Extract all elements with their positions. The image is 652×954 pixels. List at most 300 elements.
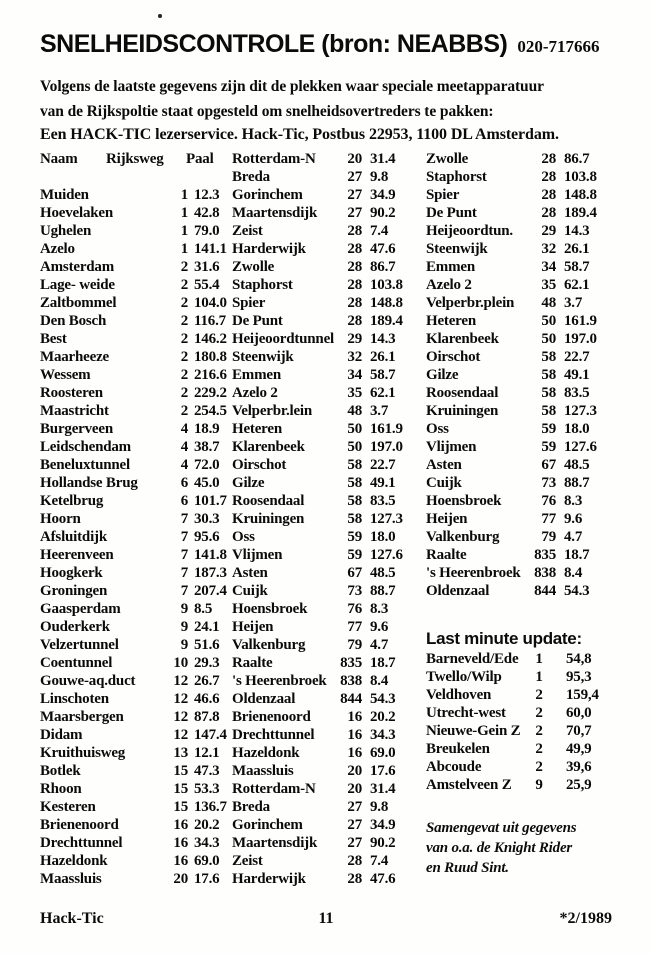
intro-line-1: Volgens de laatste gegevens zijn dit de plekken waar speciale meetapparatuur (40, 78, 544, 95)
cell-naam: Maarsbergen (40, 709, 124, 725)
table-row (426, 186, 622, 204)
table-row (426, 722, 622, 740)
cell-naam: Brienenoord (232, 709, 311, 725)
table-row (40, 510, 236, 528)
cell-paal: 49,9 (566, 741, 592, 757)
table-row (426, 330, 622, 348)
cell-paal: 17.6 (370, 763, 396, 779)
cell-naam: Staphorst (426, 169, 487, 185)
table-row (426, 240, 622, 258)
table-row (40, 186, 236, 204)
cell-paal: 88.7 (564, 475, 590, 491)
page-footer (40, 910, 612, 930)
cell-naam: Velperbr.lein (232, 403, 313, 419)
cell-rijksweg: 1 (180, 223, 188, 239)
cell-naam: Cuijk (426, 475, 462, 491)
cell-paal: 42.8 (194, 205, 220, 221)
cell-naam: Gouwe-aq.duct (40, 673, 136, 689)
cell-rijksweg: 2 (180, 295, 188, 311)
cell-paal: 47.6 (370, 871, 396, 887)
cell-naam: Hazeldonk (232, 745, 300, 761)
cell-naam: Coentunnel (40, 655, 113, 671)
cell-rijksweg: 58 (541, 403, 556, 419)
cell-naam: Vlijmen (232, 547, 283, 563)
cell-rijksweg: 35 (347, 385, 362, 401)
cell-rijksweg: 73 (541, 475, 556, 491)
table-row (232, 780, 428, 798)
cell-rijksweg: 2 (535, 687, 543, 703)
table-row (40, 456, 236, 474)
cell-paal: 58.7 (370, 367, 396, 383)
cell-paal: 62.1 (564, 277, 590, 293)
cell-paal: 229.2 (194, 385, 227, 401)
cell-rijksweg: 32 (541, 241, 556, 257)
cell-rijksweg: 27 (347, 187, 362, 203)
table-row (426, 456, 622, 474)
table-row (40, 636, 236, 654)
cell-naam: Raalte (426, 547, 467, 563)
cell-paal: 141.8 (194, 547, 227, 563)
table-row (40, 438, 236, 456)
cell-naam: Oirschot (426, 349, 481, 365)
cell-rijksweg: 28 (541, 205, 556, 221)
cell-rijksweg: 2 (180, 385, 188, 401)
cell-rijksweg: 58 (347, 475, 362, 491)
cell-paal: 72.0 (194, 457, 220, 473)
cell-naam: Gilze (426, 367, 459, 383)
cell-rijksweg: 58 (347, 493, 362, 509)
cell-naam: De Punt (426, 205, 477, 221)
cell-paal: 18.0 (564, 421, 590, 437)
table-row (40, 762, 236, 780)
cell-naam: Den Bosch (40, 313, 107, 329)
cell-rijksweg: 4 (180, 421, 188, 437)
cell-rijksweg: 2 (180, 349, 188, 365)
table-row (232, 582, 428, 600)
table-row (232, 294, 428, 312)
cell-paal: 86.7 (370, 259, 396, 275)
table-row (426, 312, 622, 330)
table-row (40, 276, 236, 294)
cell-paal: 54.3 (370, 691, 396, 707)
cell-naam: Oirschot (232, 457, 287, 473)
cell-paal: 26.1 (564, 241, 590, 257)
cell-rijksweg: 4 (180, 439, 188, 455)
cell-paal: 47.6 (370, 241, 396, 257)
table-row (232, 852, 428, 870)
cell-paal: 34.9 (370, 817, 396, 833)
cell-rijksweg: 67 (541, 457, 556, 473)
table-rows-col3 (426, 150, 622, 600)
cell-paal: 127.6 (564, 439, 597, 455)
table-row (426, 564, 622, 582)
cell-paal: 8.3 (370, 601, 389, 617)
cell-paal: 38.7 (194, 439, 220, 455)
table-row (40, 348, 236, 366)
cell-rijksweg: 2 (535, 705, 543, 721)
cell-paal: 34.3 (370, 727, 396, 743)
cell-rijksweg: 16 (173, 817, 188, 833)
table-row (40, 672, 236, 690)
cell-paal: 216.6 (194, 367, 227, 383)
table-row (426, 366, 622, 384)
cell-naam: Oss (426, 421, 449, 437)
cell-naam: Rotterdam-N (232, 781, 316, 797)
cell-rijksweg: 28 (541, 169, 556, 185)
cell-rijksweg: 28 (347, 871, 362, 887)
cell-naam: Twello/Wilp (426, 669, 502, 685)
cell-rijksweg: 2 (180, 259, 188, 275)
source-note-line-3: en Ruud Sint. (426, 860, 509, 876)
cell-rijksweg: 27 (347, 799, 362, 815)
cell-naam: Klarenbeek (426, 331, 499, 347)
table-row (426, 686, 622, 704)
cell-rijksweg: 1 (535, 669, 543, 685)
cell-rijksweg: 9 (535, 777, 543, 793)
cell-naam: Zeist (232, 853, 263, 869)
table-row (232, 546, 428, 564)
table-row (232, 420, 428, 438)
cell-paal: 104.0 (194, 295, 227, 311)
cell-paal: 161.9 (564, 313, 597, 329)
cell-rijksweg: 838 (340, 673, 362, 689)
cell-naam: Gorinchem (232, 817, 303, 833)
cell-naam: Harderwijk (232, 871, 306, 887)
cell-paal: 147.4 (194, 727, 227, 743)
cell-naam: 's Heerenbroek (232, 673, 327, 689)
cell-rijksweg: 15 (173, 799, 188, 815)
cell-paal: 29.3 (194, 655, 220, 671)
cell-paal: 14.3 (564, 223, 590, 239)
cell-rijksweg: 6 (180, 493, 188, 509)
cell-paal: 24.1 (194, 619, 220, 635)
table-row (232, 636, 428, 654)
cell-paal: 7.4 (370, 223, 389, 239)
cell-naam: Drechttunnel (232, 727, 315, 743)
cell-naam: Hoensbroek (232, 601, 308, 617)
table-row (40, 492, 236, 510)
cell-naam: Klarenbeek (232, 439, 305, 455)
cell-naam: Burgerveen (40, 421, 113, 437)
cell-paal: 48.5 (370, 565, 396, 581)
table-row (426, 150, 622, 168)
table-row (40, 474, 236, 492)
phone-number: 020-717666 (517, 37, 600, 56)
table-row (426, 758, 622, 776)
table-row (232, 276, 428, 294)
table-row (232, 222, 428, 240)
cell-paal: 187.3 (194, 565, 227, 581)
table-row (40, 600, 236, 618)
cell-rijksweg: 67 (347, 565, 362, 581)
cell-paal: 95,3 (566, 669, 592, 685)
cell-paal: 161.9 (370, 421, 403, 437)
cell-naam: Steenwijk (426, 241, 488, 257)
cell-paal: 18.7 (370, 655, 396, 671)
cell-naam: Maassluis (40, 871, 102, 887)
cell-naam: Heerenveen (40, 547, 114, 563)
cell-naam: Roosendaal (426, 385, 499, 401)
cell-naam: Muiden (40, 187, 89, 203)
intro-line-2: van de Rijkspoltie staat opgesteld om snelheidsovertreders te pakken: (40, 103, 494, 120)
table-row (232, 834, 428, 852)
table-row (40, 546, 236, 564)
cell-paal: 55.4 (194, 277, 220, 293)
cell-naam: Hoevelaken (40, 205, 113, 221)
table-row (232, 150, 428, 168)
cell-naam: Spier (426, 187, 460, 203)
table-row (40, 294, 236, 312)
table-row (232, 726, 428, 744)
table-row (40, 870, 236, 888)
cell-naam: Gaasperdam (40, 601, 121, 617)
cell-naam: Linschoten (40, 691, 109, 707)
cell-rijksweg: 34 (347, 367, 362, 383)
table-row (40, 312, 236, 330)
cell-paal: 180.8 (194, 349, 227, 365)
last-minute-update-section (426, 628, 622, 794)
table-row (426, 668, 622, 686)
table-row (232, 798, 428, 816)
table-row (232, 870, 428, 888)
cell-rijksweg: 50 (541, 331, 556, 347)
table-row (232, 168, 428, 186)
cell-naam: Kruiningen (426, 403, 499, 419)
cell-naam: Steenwijk (232, 349, 294, 365)
cell-rijksweg: 2 (535, 741, 543, 757)
cell-paal: 103.8 (370, 277, 403, 293)
cell-paal: 127.3 (564, 403, 597, 419)
cell-naam: Ouderkerk (40, 619, 110, 635)
cell-naam: Heijen (426, 511, 468, 527)
cell-paal: 9.6 (564, 511, 583, 527)
cell-naam: Didam (40, 727, 83, 743)
page-title: SNELHEIDSCONTROLE (bron: NEABBS) (40, 30, 508, 58)
table-row (232, 564, 428, 582)
cell-paal: 49.1 (564, 367, 590, 383)
cell-rijksweg: 12 (173, 727, 188, 743)
cell-paal: 90.2 (370, 835, 396, 851)
cell-naam: Heteren (232, 421, 282, 437)
table-row (426, 348, 622, 366)
table-row (232, 438, 428, 456)
cell-paal: 20.2 (194, 817, 220, 833)
cell-paal: 141.1 (194, 241, 227, 257)
cell-rijksweg: 28 (347, 223, 362, 239)
cell-rijksweg: 28 (541, 187, 556, 203)
cell-paal: 12.3 (194, 187, 220, 203)
cell-rijksweg: 35 (541, 277, 556, 293)
cell-naam: Brienenoord (40, 817, 119, 833)
table-row (40, 726, 236, 744)
cell-rijksweg: 27 (347, 835, 362, 851)
cell-paal: 116.7 (194, 313, 226, 329)
cell-paal: 48.5 (564, 457, 590, 473)
cell-paal: 189.4 (564, 205, 597, 221)
cell-rijksweg: 16 (173, 853, 188, 869)
page-header (40, 30, 620, 59)
cell-paal: 22.7 (370, 457, 396, 473)
cell-paal: 26.7 (194, 673, 220, 689)
cell-paal: 17.6 (194, 871, 220, 887)
cell-rijksweg: 59 (347, 529, 362, 545)
table-row (426, 402, 622, 420)
cell-paal: 46.6 (194, 691, 220, 707)
table-row (232, 492, 428, 510)
table-row (40, 816, 236, 834)
table-row (426, 546, 622, 564)
cell-paal: 18.9 (194, 421, 220, 437)
table-row (426, 704, 622, 722)
cell-naam: Afsluitdijk (40, 529, 107, 545)
cell-rijksweg: 50 (541, 313, 556, 329)
cell-paal: 62.1 (370, 385, 396, 401)
cell-paal: 31.6 (194, 259, 220, 275)
table-column-2 (232, 150, 428, 888)
cell-naam: 's Heerenbroek (426, 565, 521, 581)
cell-paal: 25,9 (566, 777, 592, 793)
table-row (426, 650, 622, 668)
cell-rijksweg: 28 (347, 277, 362, 293)
cell-naam: Botlek (40, 763, 81, 779)
cell-naam: Wessem (40, 367, 91, 383)
cell-naam: Maastricht (40, 403, 109, 419)
column-header-paal: Paal (186, 151, 214, 167)
cell-paal: 189.4 (370, 313, 403, 329)
source-note (426, 818, 606, 878)
cell-rijksweg: 59 (541, 439, 556, 455)
cell-rijksweg: 9 (180, 601, 188, 617)
cell-naam: Nieuwe-Gein Z (426, 723, 521, 739)
cell-rijksweg: 28 (541, 151, 556, 167)
spacer-row (40, 168, 236, 186)
cell-naam: Staphorst (232, 277, 293, 293)
cell-naam: Zwolle (426, 151, 469, 167)
cell-paal: 47.3 (194, 763, 220, 779)
cell-paal: 31.4 (370, 151, 396, 167)
table-row (426, 384, 622, 402)
cell-paal: 69.0 (194, 853, 220, 869)
cell-paal: 8.5 (194, 601, 213, 617)
column-header-rijksweg: Rijksweg (106, 151, 164, 167)
cell-paal: 146.2 (194, 331, 227, 347)
cell-rijksweg: 28 (347, 259, 362, 275)
table-header-row (40, 150, 236, 168)
cell-paal: 70,7 (566, 723, 592, 739)
table-row (40, 780, 236, 798)
cell-paal: 14.3 (370, 331, 396, 347)
cell-rijksweg: 73 (347, 583, 362, 599)
table-row (232, 762, 428, 780)
cell-naam: Drechttunnel (40, 835, 123, 851)
cell-paal: 3.7 (370, 403, 389, 419)
cell-paal: 34.9 (370, 187, 396, 203)
cell-naam: Ketelbrug (40, 493, 104, 509)
cell-rijksweg: 77 (347, 619, 362, 635)
table-row (426, 510, 622, 528)
cell-paal: 103.8 (564, 169, 597, 185)
cell-rijksweg: 32 (347, 349, 362, 365)
cell-naam: Valkenburg (232, 637, 306, 653)
table-row (426, 258, 622, 276)
cell-naam: Amstelveen Z (426, 777, 512, 793)
cell-paal: 9.8 (370, 799, 389, 815)
cell-naam: Heijen (232, 619, 274, 635)
cell-naam: Kesteren (40, 799, 96, 815)
cell-paal: 127.6 (370, 547, 403, 563)
cell-rijksweg: 28 (347, 241, 362, 257)
cell-naam: Emmen (426, 259, 475, 275)
table-row (232, 330, 428, 348)
cell-naam: Cuijk (232, 583, 268, 599)
table-row (426, 740, 622, 758)
table-row (40, 222, 236, 240)
cell-naam: Breukelen (426, 741, 490, 757)
cell-rijksweg: 1 (180, 241, 188, 257)
cell-paal: 45.0 (194, 475, 220, 491)
cell-paal: 4.7 (370, 637, 389, 653)
cell-naam: Abcoude (426, 759, 482, 775)
cell-rijksweg: 2 (180, 367, 188, 383)
cell-naam: Best (40, 331, 67, 347)
cell-naam: Utrecht-west (426, 705, 506, 721)
cell-naam: Harderwijk (232, 241, 306, 257)
table-row (232, 204, 428, 222)
cell-rijksweg: 34 (541, 259, 556, 275)
table-row (232, 402, 428, 420)
cell-paal: 79.0 (194, 223, 220, 239)
cell-rijksweg: 76 (541, 493, 556, 509)
cell-rijksweg: 12 (173, 709, 188, 725)
table-row (426, 438, 622, 456)
table-row (232, 672, 428, 690)
cell-paal: 12.1 (194, 745, 220, 761)
cell-rijksweg: 20 (347, 781, 362, 797)
cell-naam: De Punt (232, 313, 283, 329)
table-row (40, 384, 236, 402)
cell-rijksweg: 9 (180, 637, 188, 653)
table-row (40, 834, 236, 852)
table-row (426, 420, 622, 438)
cell-naam: Maarheeze (40, 349, 109, 365)
cell-paal: 8.4 (370, 673, 389, 689)
cell-paal: 18.7 (564, 547, 590, 563)
table-row (426, 776, 622, 794)
cell-naam: Azelo (40, 241, 75, 257)
cell-rijksweg: 13 (173, 745, 188, 761)
cell-rijksweg: 58 (541, 385, 556, 401)
table-row (40, 618, 236, 636)
table-row (426, 168, 622, 186)
cell-naam: Gilze (232, 475, 265, 491)
cell-naam: Gorinchem (232, 187, 303, 203)
cell-rijksweg: 12 (173, 691, 188, 707)
cell-naam: Heteren (426, 313, 476, 329)
cell-rijksweg: 58 (541, 349, 556, 365)
table-rows-col1 (40, 186, 236, 888)
column-header-naam: Naam (40, 151, 78, 167)
cell-rijksweg: 16 (347, 745, 362, 761)
cell-paal: 159,4 (566, 687, 599, 703)
table-row (232, 816, 428, 834)
cell-rijksweg: 15 (173, 781, 188, 797)
cell-rijksweg: 29 (541, 223, 556, 239)
source-note-line-2: van o.a. de Knight Rider (426, 840, 573, 856)
cell-naam: Zeist (232, 223, 263, 239)
cell-paal: 127.3 (370, 511, 403, 527)
cell-naam: Maassluis (232, 763, 294, 779)
cell-naam: Hoorn (40, 511, 81, 527)
